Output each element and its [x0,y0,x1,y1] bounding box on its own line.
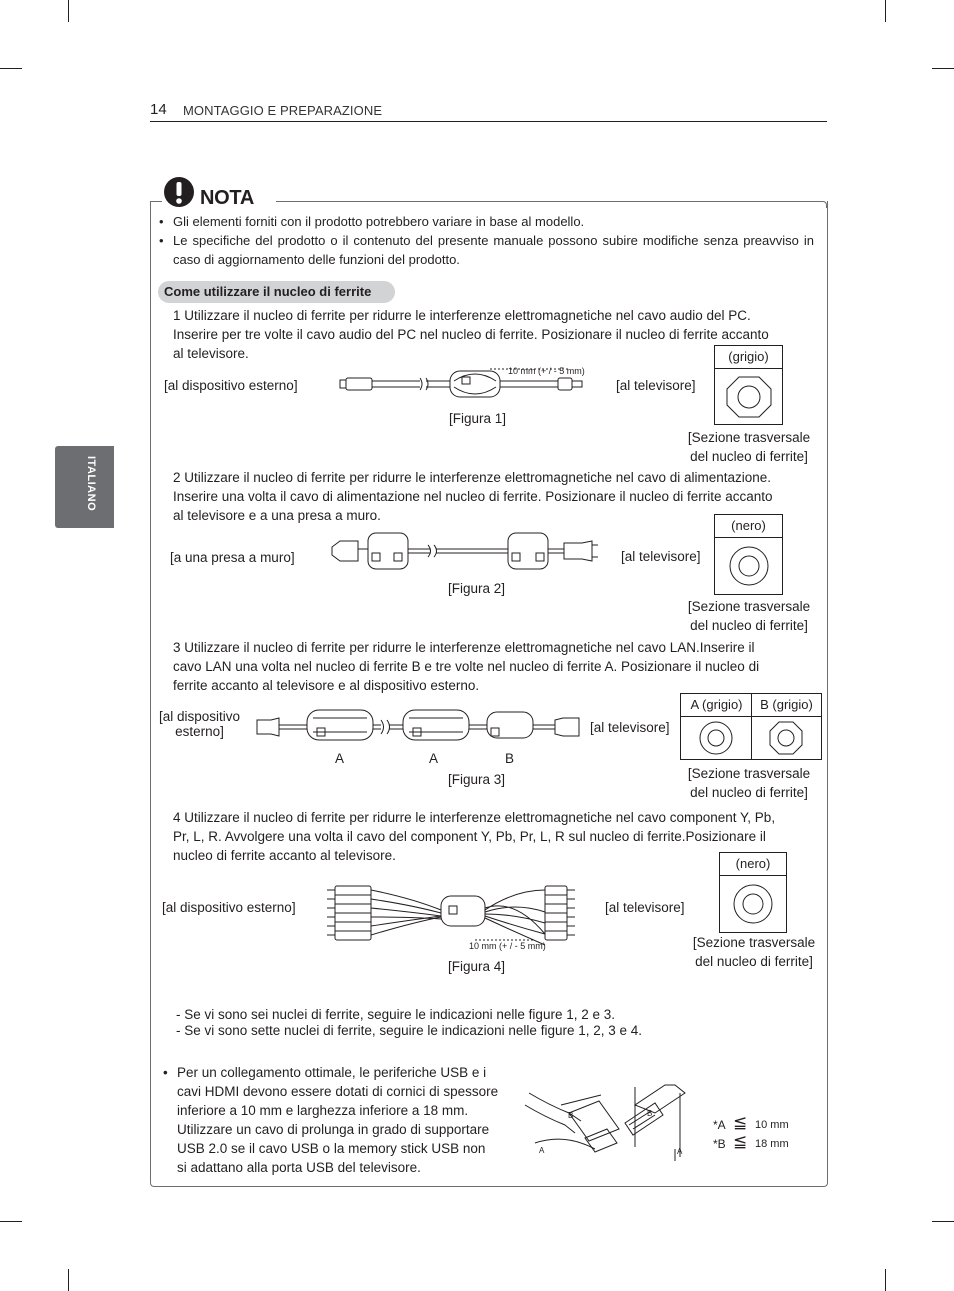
note-title: NOTA [200,187,254,209]
cross-section-body [751,716,822,760]
language-tab-label: ITALIANO [85,456,97,512]
usb-legend-value: 10 mm [755,1119,789,1131]
cross-section-caption: [Sezione trasversale del nucleo di ferrite] [687,599,811,633]
step-1-text: 1 Utilizzare il nucleo di ferrite per ridurre le interferenze elettromagnetiche nel cavo audio del PC. Inserire per tre volte il cavo audio del PC nel nucleo di ferrite. Posizionare il nucleo di ferrite accanto al televisore. [173,308,769,361]
cross-section-caption: [Sezione trasversale del nucleo di ferrite] [692,935,816,969]
cross-section-body [680,716,753,760]
cross-section-head: B (grigio) [751,693,822,717]
crop-mark [68,0,69,22]
warning-icon [163,177,197,211]
step-3-figure: [Figura 3] [448,772,506,787]
step-3-right-label: [al televisore] [590,720,670,735]
step-2-right-label: [al televisore] [621,549,701,564]
lan-cable-drawing [255,706,585,748]
usb-diagram-label: A [677,1147,683,1156]
step-4-text: 4 Utilizzare il nucleo di ferrite per ridurre le interferenze elettromagnetiche nel cavo component Y, Pb, Pr, L, R. Avvolgere una volta il cavo del component Y, Pb, Pr, L, R sul nucleo di ferrite.Posizionare il nucleo di ferrite accanto al televisore. [173,810,776,863]
ferrite-circle-icon [728,545,770,587]
step-4-right-label: [al televisore] [605,900,685,915]
cross-section-body [714,537,783,595]
step-1-right-label: [al televisore] [616,378,696,393]
usb-note: Per un collegamento ottimale, le periferiche USB e i cavi HDMI devono essere dotati di cornici di spessore inferiore a 10 mm e larghezza inferiore a 18 mm. Utilizzare un cavo di prolunga in grado di supportare USB 2.0 se il cavo USB o la memory stick USB non si adattano alla porta USB del televisore. [177,1065,499,1175]
ferrite-octagon-icon [725,375,773,419]
step-1-figure: [Figura 1] [449,411,507,426]
section-title: MONTAGGIO E PREPARAZIONE [183,103,383,118]
step-2-figure: [Figura 2] [448,581,506,596]
audio-cable-drawing [330,365,590,403]
note-bullet: Gli elementi forniti con il prodotto potrebbero variare in base al modello. [173,214,585,229]
language-tab [55,446,114,528]
step-3-left-label: [al dispositivo esterno] [159,709,241,739]
cross-section-head: (nero) [714,514,783,538]
core-label-a: A [429,751,439,766]
ferrite-circle-icon [732,883,774,925]
step-1-left-label: [al dispositivo esterno] [164,378,298,393]
crop-mark [885,1269,886,1291]
step-4-figure: [Figura 4] [448,959,506,974]
cross-section-caption: [Sezione trasversale del nucleo di ferrite] [687,430,811,464]
step-1-dimension: 10 mm (+ / - 5 mm) [508,366,585,376]
cross-section-head: (grigio) [714,345,783,369]
ferrite-circle-icon [699,721,733,755]
note-box-top-right [276,201,821,202]
cross-section-head: (nero) [719,852,787,876]
crop-mark [0,1221,22,1222]
usb-legend-key: *A [713,1118,726,1132]
dash-note: - Se vi sono sette nuclei di ferrite, seguire le indicazioni nelle figure 1, 2, 3 e 4. [176,1023,643,1038]
core-label-a: A [335,751,345,766]
note-bullet: Le specifiche del prodotto o il contenuto del presente manuale possono subire modifiche senza preavviso in caso di aggiornamento delle funzioni del prodotto. [173,233,814,267]
component-cable-drawing [325,882,580,940]
core-label-b: B [505,751,515,766]
usb-diagram-label: A [539,1146,545,1155]
usb-legend-value: 18 mm [755,1138,789,1150]
usb-legend-key: *B [713,1137,726,1151]
bullet-icon: • [159,233,164,248]
cross-section-caption: [Sezione trasversale del nucleo di ferrite] [687,766,811,800]
cross-section-head: A (grigio) [680,693,753,717]
step-3-text: 3 Utilizzare il nucleo di ferrite per ridurre le interferenze elettromagnetiche nel cavo LAN.Inserire il cavo LAN una volta nel nucleo di ferrite B e tre volte nel nucleo di ferrite A. Posizionare il nucleo di ferrite accanto al televisore e al dispositivo esterno. [173,640,760,693]
note-box-top-left [150,201,162,202]
power-cable-drawing [328,525,603,577]
subheading: Come utilizzare il nucleo di ferrite [164,284,372,299]
bullet-icon: • [163,1065,168,1080]
crop-mark [932,68,954,69]
crop-mark [932,1221,954,1222]
less-equal-icon: ≦ [733,1132,748,1151]
crop-mark [68,1269,69,1291]
step-2-left-label: [a una presa a muro] [170,550,295,565]
step-2-text: 2 Utilizzare il nucleo di ferrite per ridurre le interferenze elettromagnetiche nel cavo di alimentazione. Inserire una volta il cavo di alimentazione nel nucleo di ferrite. Posizionare il nucleo di ferrite accanto al televisore e a una presa a muro. [173,470,773,523]
crop-mark [885,0,886,22]
usb-diagram-label: B [647,1109,653,1118]
note-box-corner [821,201,827,208]
page-number: 14 [150,101,167,118]
bullet-icon: • [159,214,164,229]
ferrite-octagon-icon [769,721,803,755]
cross-section-body [719,875,787,933]
dash-note: - Se vi sono sei nuclei di ferrite, seguire le indicazioni nelle figure 1, 2 e 3. [176,1007,615,1022]
usb-diagram-label: B [568,1111,574,1120]
crop-mark [0,68,22,69]
step-4-left-label: [al dispositivo esterno] [162,900,296,915]
header-rule [150,121,827,122]
step-4-dimension: 10 mm (+ / - 5 mm) [469,941,546,951]
less-equal-icon: ≦ [733,1113,748,1132]
usb-hdmi-diagram [525,1083,695,1168]
cross-section-body [714,368,783,425]
